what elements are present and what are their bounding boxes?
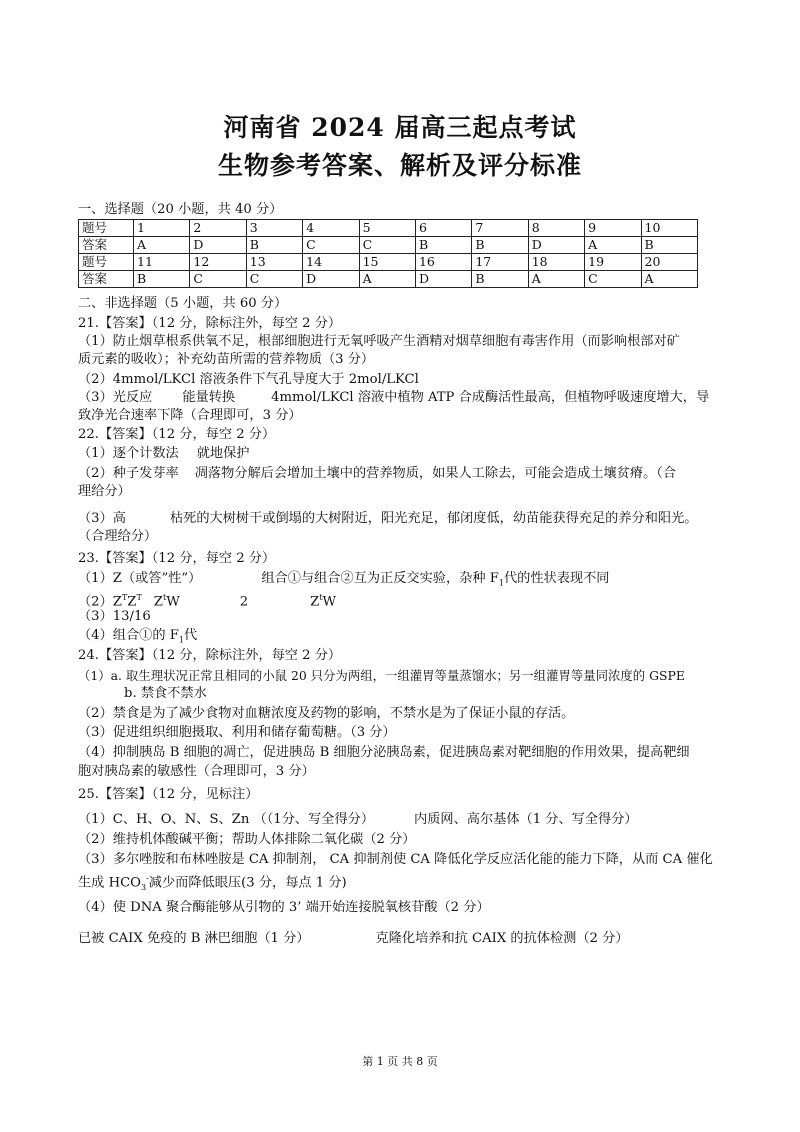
q25-answer-3-sub: 3 (140, 883, 147, 893)
q25-answer-5b: 克隆化培养和抗 CAIX 的抗体检测（2 分） (375, 931, 629, 946)
answer-table-cell: 19 (585, 254, 641, 271)
answer-table-cell: 10 (641, 220, 697, 237)
q23-heading: 23.【答案】（12 分，每空 2 分） (78, 551, 276, 566)
answer-table-cell: 9 (585, 220, 641, 237)
q25-answer-1 (78, 811, 728, 829)
answer-table-row-label: 答案 (79, 271, 134, 288)
answer-table-cell: 3 (246, 220, 302, 237)
q25-answer-5a: 已被 CAIX 免疫的 B 淋巴细胞（1 分） (78, 931, 310, 946)
answer-table-cell: 2 (190, 220, 246, 237)
q21-answer-2: （2）4mmol/LKCl 溶液条件下气孔导度大于 2mol/LKCl (78, 372, 419, 387)
answer-table-cell: C (190, 271, 246, 288)
answer-table-cell: 13 (246, 254, 302, 271)
q24-answer-1: （1）a. 取生理状况正常且相同的小鼠 20 只分为两组，一组灌胃等量蒸馏水；另一组灌胃等量同浓度的 GSPE (78, 668, 685, 683)
answer-table-cell: B (246, 237, 302, 254)
q23-answer-2b: Z (153, 594, 163, 610)
answer-table-cell: C (359, 237, 415, 254)
answer-table-cell: A (528, 271, 584, 288)
answer-table-cell: A (585, 237, 641, 254)
answer-table-cell: 15 (359, 254, 415, 271)
answer-table-row (79, 254, 698, 271)
answer-table-cell: 1 (134, 220, 190, 237)
q21-answer-3 (78, 389, 728, 407)
answer-table-cell: D (303, 271, 359, 288)
answer-table-cell: 5 (359, 220, 415, 237)
answer-table-row (79, 237, 698, 254)
q22-answer-2a: （2）种子发芽率 (78, 466, 179, 481)
answer-table-cell: 14 (303, 254, 359, 271)
q23-answer-4b: 代 (183, 628, 198, 643)
q23-answer-2-sup2: T (136, 593, 142, 602)
q24-answer-4: （4）抑制胰岛 B 细胞的凋亡，促进胰岛 B 细胞分泌胰岛素，促进胰岛素对靶细胞的作用效果，提高靶细 (78, 745, 690, 760)
section-open-heading: 二、非选择题（5 小题，共 60 分） (78, 296, 288, 311)
q21-heading: 21.【答案】（12 分，除标注外，每空 2 分） (78, 316, 342, 331)
q23-answer-1a: （1）Z（或答”性”） (78, 571, 202, 586)
q25-answer-3-sup: - (146, 874, 149, 883)
q21-answer-1: （1）防止烟草根系供氧不足，根部细胞进行无氧呼吸产生酒精对烟草细胞有毒害作用（而影响根部对矿 (78, 334, 680, 349)
answer-table-cell: B (472, 271, 528, 288)
q24-answer-3: （3）促进组织细胞摄取、利用和储存葡萄糖。（3 分） (78, 725, 396, 740)
q23-answer-4a: （4）组合①的 F (78, 628, 179, 643)
q24-heading: 24.【答案】（12 分，除标注外，每空 2 分） (78, 648, 342, 663)
answer-table-cell: A (359, 271, 415, 288)
q23-answer-2-sup1: T (121, 593, 128, 602)
answer-table-cell: 11 (134, 254, 190, 271)
q22-answer-3b: 枯死的大树树干或倒塌的大树附近，阳光充足，郁闭度低，幼苗能获得充足的养分和阳光。 (169, 511, 698, 526)
q25-answer-3-rest: 减少而降低眼压(3 分，每点 1 分) (148, 875, 347, 891)
page-subtitle: 生物参考答案、解析及评分标准 (217, 151, 582, 180)
answer-table-cell: 20 (641, 254, 697, 271)
q25-answer-3-cont (78, 870, 728, 897)
answer-table-row (79, 271, 698, 288)
answer-table-cell: C (585, 271, 641, 288)
answer-table-cell: 6 (415, 220, 471, 237)
q21-answer-3a: （3）光反应 (78, 390, 153, 405)
answer-table-cell: D (415, 271, 471, 288)
q22-answer-2-cont: 理给分） (78, 484, 131, 499)
q22-answer-3 (78, 510, 728, 528)
answer-table-cell: 18 (528, 254, 584, 271)
answer-table-cell: B (472, 237, 528, 254)
answer-table-row (79, 220, 698, 237)
q24-answer-4-cont: 胞对胰岛素的敏感性（合理即可，3 分） (78, 764, 315, 779)
answer-table-cell: C (246, 271, 302, 288)
q23-answer-2c: 2 (239, 594, 249, 610)
q25-heading: 25.【答案】（12 分，见标注） (78, 787, 259, 802)
q25-answer-4: （4）使 DNA 聚合酶能够从引物的 3’ 端开始连接脱氧核苷酸（2 分） (78, 900, 490, 915)
q21-answer-3c: 4mmol/LKCl 溶液中植物 ATP 合成酶活性最高，但植物呼吸速度增大，导 (271, 390, 710, 405)
answer-table-cell: B (134, 271, 190, 288)
page-title: 河南省 2024 届高三起点考试 (223, 113, 577, 142)
q22-answer-1b: 就地保护 (196, 446, 250, 461)
answer-table-cell: 8 (528, 220, 584, 237)
answer-table-cell: A (134, 237, 190, 254)
q22-answer-1a: （1）逐个计数法 (78, 446, 179, 461)
q23-answer-3: （3）13/16 (78, 609, 151, 624)
q25-answer-5 (78, 930, 728, 948)
q22-answer-2b: 凋落物分解后会增加土壤中的营养物质，如果人工除去，可能会造成土壤贫瘠。（合 (194, 466, 677, 481)
q23-answer-2z: Z (127, 594, 137, 610)
q22-heading: 22.【答案】（12 分，每空 2 分） (78, 427, 276, 442)
q25-answer-3-hco: 生成 HCO (78, 875, 141, 891)
answer-table (78, 219, 698, 288)
answer-table-row-label: 题号 (79, 220, 134, 237)
q21-answer-3b: 能量转换 (182, 390, 236, 405)
q24-answer-2: （2）禁食是为了减少食物对血糖浓度及药物的影响，不禁水是为了保证小鼠的存活。 (78, 706, 575, 721)
q25-answer-3: （3）多尔唑胺和布林唑胺是 CA 抑制剂， CA 抑制剂使 CA 降低化学反应活化能的能力下降，从而 CA 催化 (78, 852, 713, 867)
q25-answer-1b: 内质网、高尔基体（1 分、写全得分） (414, 812, 638, 827)
answer-table-cell: A (641, 271, 697, 288)
q23-answer-1b: 组合①与组合②互为正反交实验，杂种 F (261, 571, 499, 586)
q23-answer-2-sup3: t (162, 593, 167, 602)
answer-table-cell: B (641, 237, 697, 254)
q22-answer-2 (78, 465, 728, 483)
q23-answer-2d: Z (310, 594, 320, 610)
q25-answer-1a: （1）C、H、O、N、S、Zn （（1分、写全得分） (78, 812, 375, 827)
answer-table-cell: 17 (472, 254, 528, 271)
answer-table-cell: 16 (415, 254, 471, 271)
answer-table-cell: C (303, 237, 359, 254)
answer-table-cell: 12 (190, 254, 246, 271)
q23-answer-4-sub: 1 (178, 635, 184, 645)
q23-answer-1-sub: 1 (498, 578, 504, 588)
answer-table-cell: D (190, 237, 246, 254)
q23-answer-1c: 代的性状表现不同 (503, 571, 610, 586)
answer-table-cell: B (415, 237, 471, 254)
answer-table-cell: 4 (303, 220, 359, 237)
answer-table-row-label: 答案 (79, 237, 134, 254)
q22-answer-3a: （3）高 (78, 511, 126, 526)
q23-answer-2a: （2）Z (78, 594, 122, 610)
answer-table-row-label: 题号 (79, 254, 134, 271)
q23-answer-2e: W (322, 594, 337, 610)
q21-answer-1-cont: 质元素的吸收）；补充幼苗所需的营养物质（3 分） (78, 352, 375, 367)
answer-table-cell: D (528, 237, 584, 254)
q22-answer-1 (78, 445, 728, 463)
q22-answer-3-cont: （合理给分） (78, 529, 158, 544)
q21-answer-3-cont: 致净光合速率下降（合理即可，3 分） (78, 408, 302, 423)
section-choice-heading: 一、选择题（20 小题，共 40 分） (78, 202, 283, 217)
q23-answer-2w: W (166, 594, 180, 610)
q25-answer-2: （2）维持机体酸碱平衡；帮助人体排除二氧化碳（2 分） (78, 832, 416, 847)
q23-answer-2-sup4: t (319, 593, 323, 602)
q24-answer-1b: b. 禁食不禁水 (124, 686, 207, 701)
page-footer: 第 1 页 共 8 页 (362, 1055, 438, 1068)
answer-table-cell: 7 (472, 220, 528, 237)
